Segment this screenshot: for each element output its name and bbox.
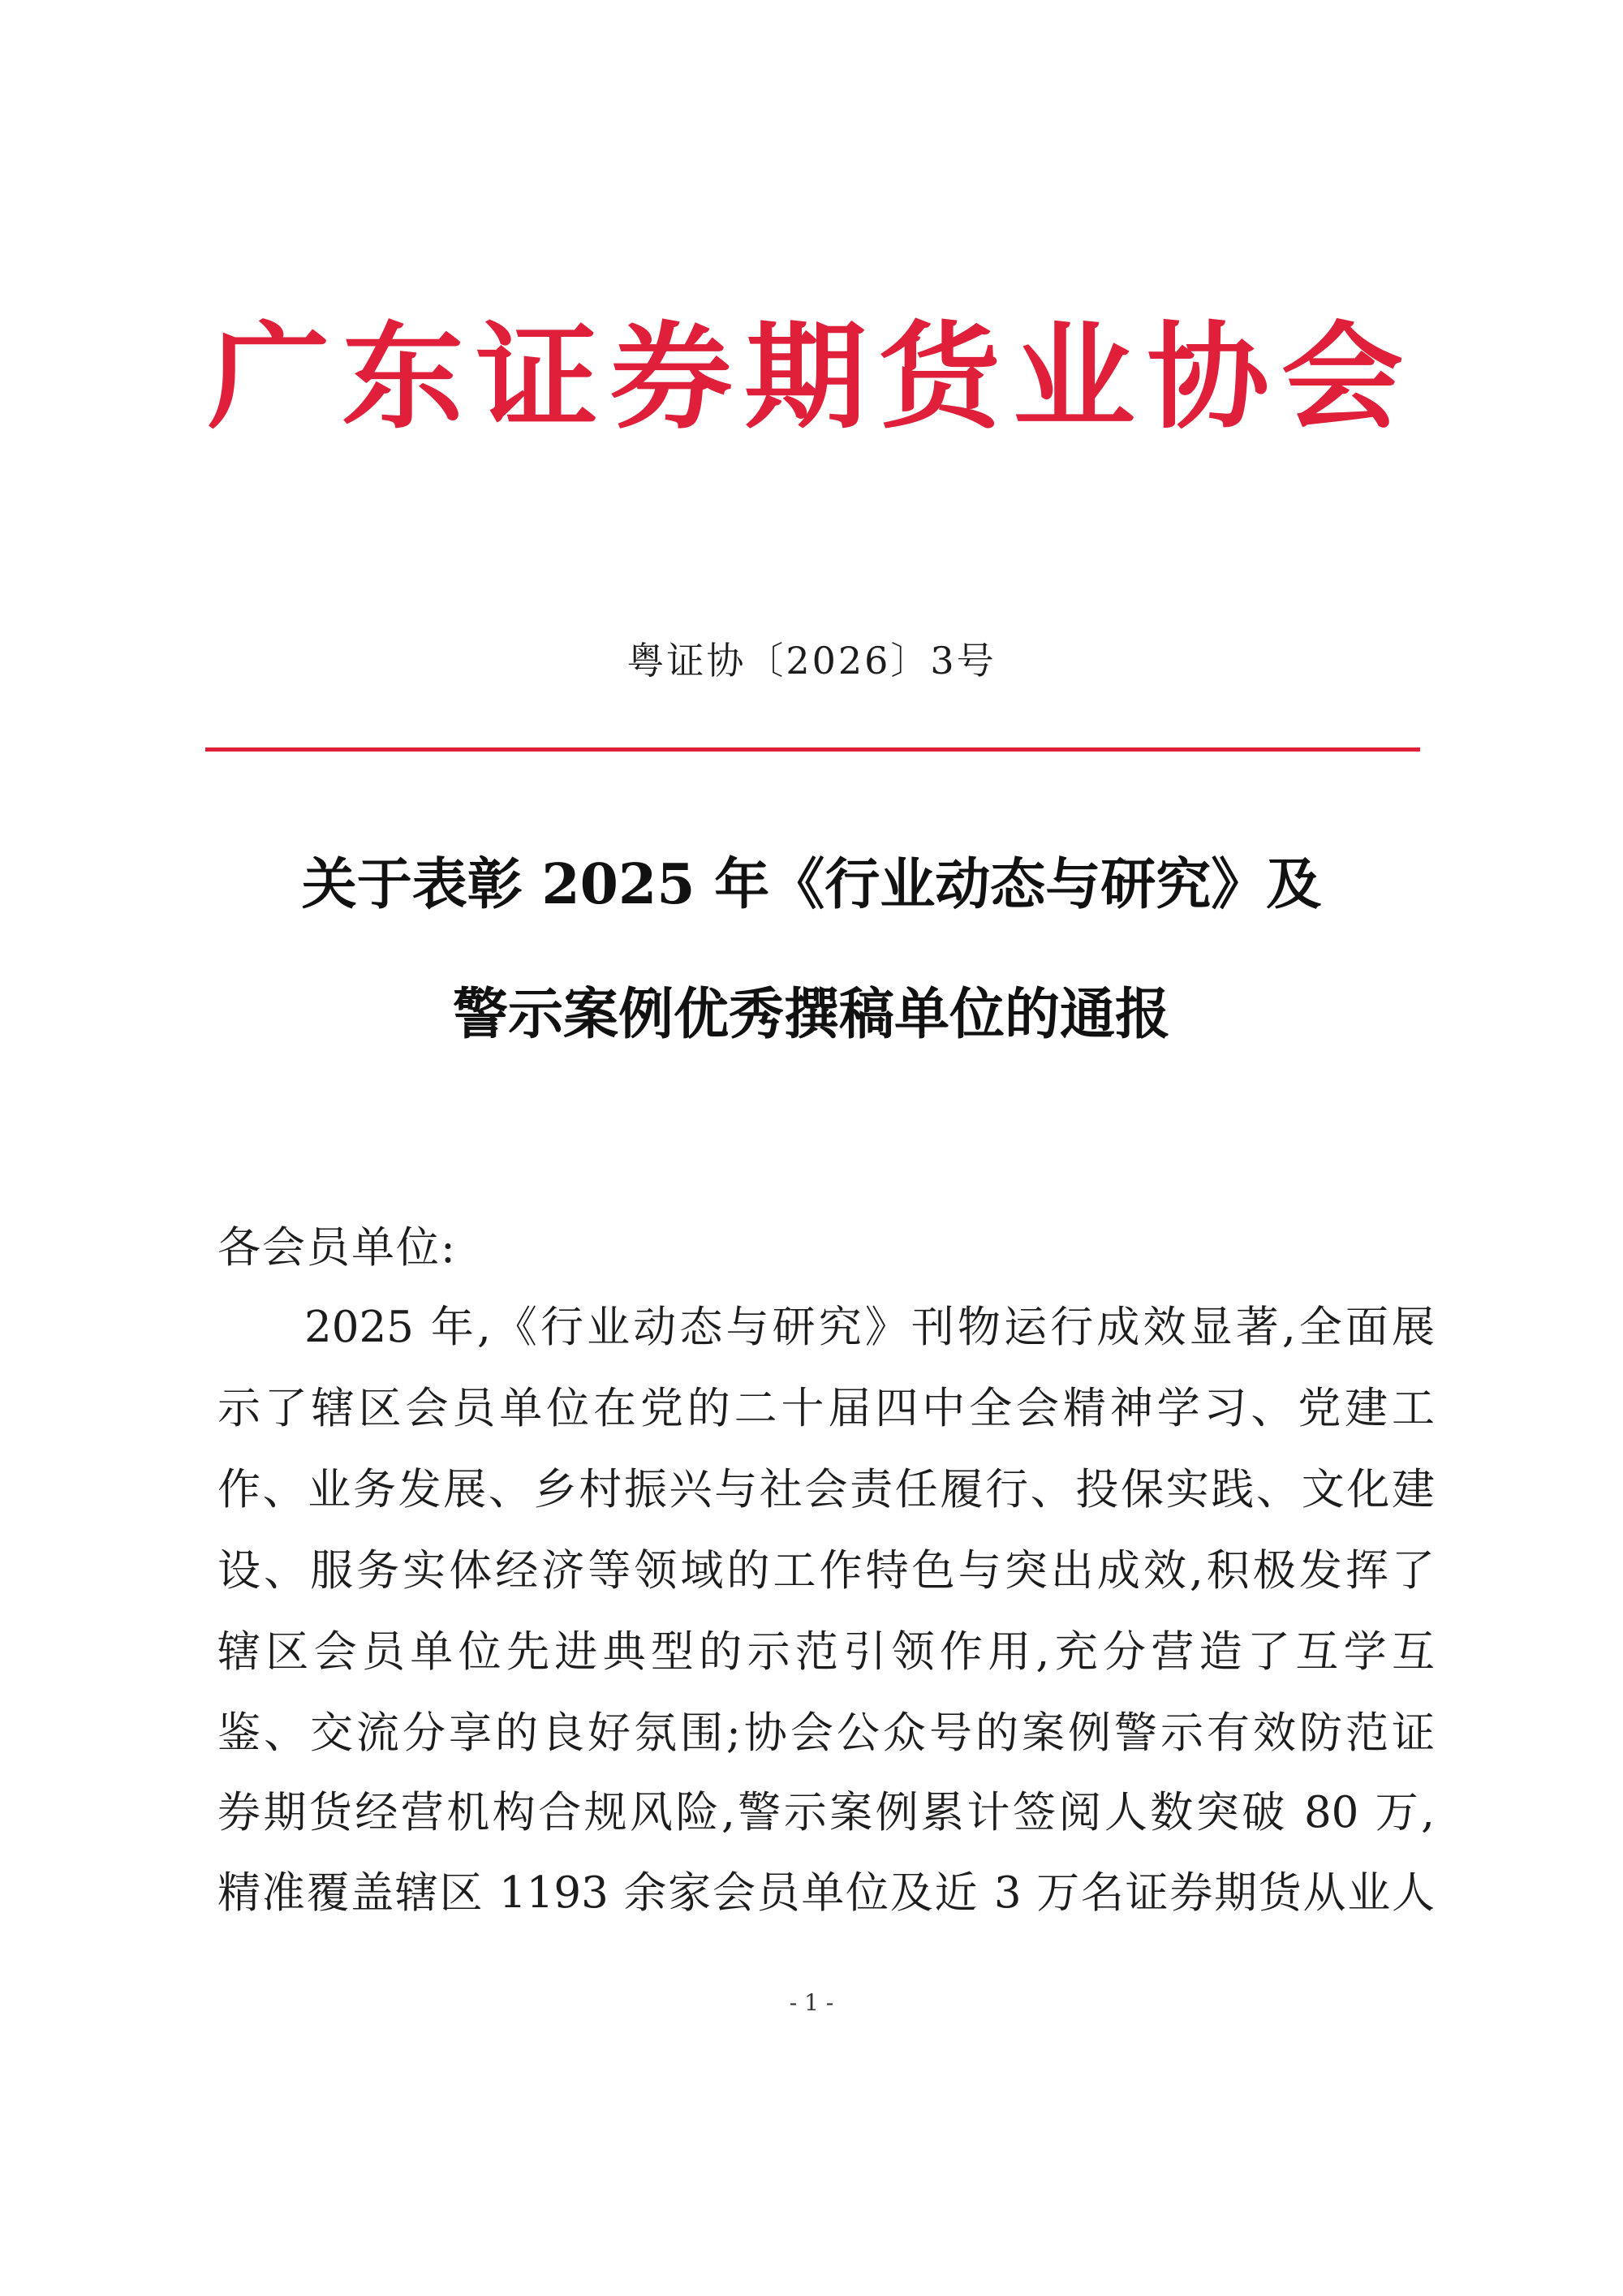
body-paragraph-line: 精准覆盖辖区 1193 余家会员单位及近 3 万名证券期货从业人 bbox=[217, 1868, 1435, 1918]
body-paragraph-line: 示了辖区会员单位在党的二十届四中全会精神学习、党建工 bbox=[217, 1384, 1435, 1433]
salutation: 各会员单位: bbox=[217, 1223, 457, 1273]
body-paragraph-line: 设、服务实体经济等领域的工作特色与突出成效,积极发挥了 bbox=[217, 1546, 1435, 1596]
body-paragraph-line: 券期货经营机构合规风险,警示案例累计签阅人数突破 80 万, bbox=[217, 1788, 1435, 1837]
page-number: - 1 - bbox=[789, 1989, 834, 2016]
document-number: 粤证协〔2026〕3号 bbox=[626, 639, 997, 683]
body-paragraph-line: 辖区会员单位先进典型的示范引领作用,充分营造了互学互 bbox=[217, 1627, 1435, 1677]
body-paragraph-line: 作、业务发展、乡村振兴与社会责任履行、投保实践、文化建 bbox=[217, 1465, 1435, 1514]
document-title-line-2: 警示案例优秀撰稿单位的通报 bbox=[452, 982, 1170, 1047]
organization-masthead: 广东证券期货业协会 bbox=[207, 310, 1416, 445]
document-title-line-1: 关于表彰 2025 年《行业动态与研究》及 bbox=[301, 852, 1322, 917]
body-paragraph-line: 2025 年,《行业动态与研究》刊物运行成效显著,全面展 bbox=[304, 1303, 1435, 1352]
red-divider-line bbox=[205, 747, 1420, 752]
body-paragraph-line: 鉴、交流分享的良好氛围;协会公众号的案例警示有效防范证 bbox=[217, 1708, 1435, 1758]
